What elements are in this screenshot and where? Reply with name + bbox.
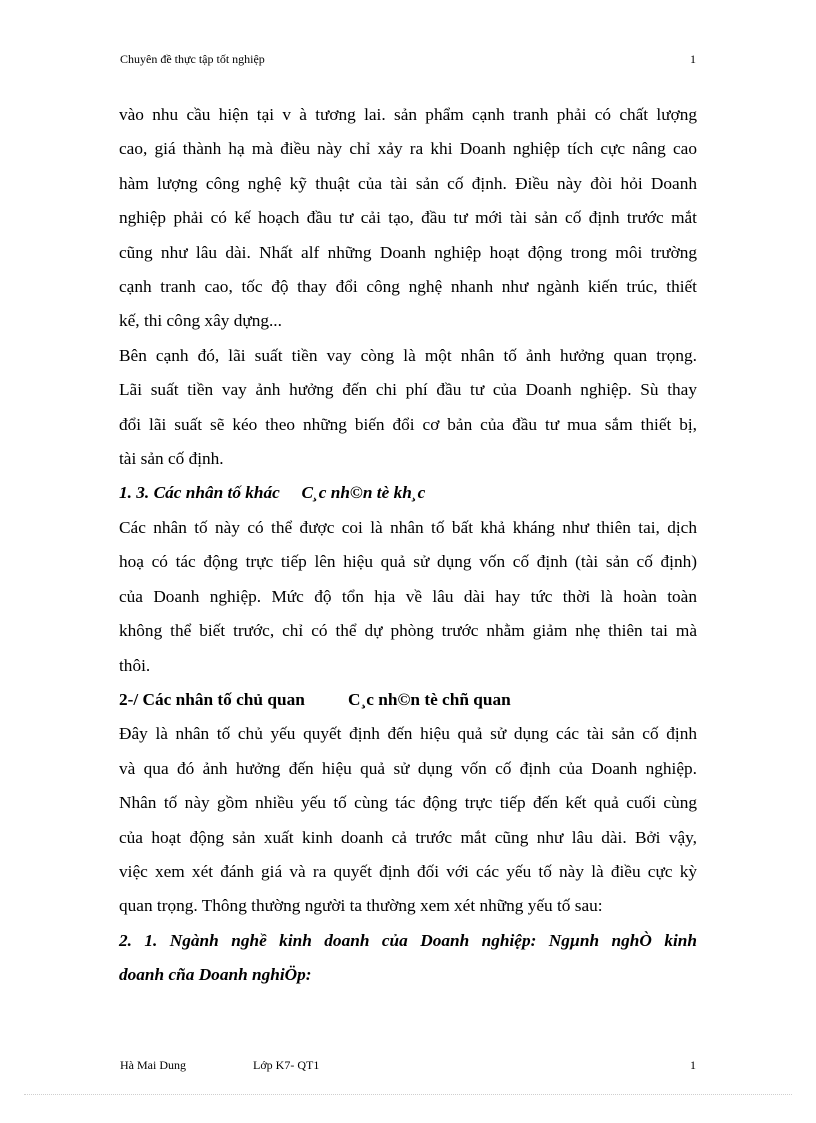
text-line: của Doanh nghiệp. Mức độ tổn hịa về lâu dài hay tức thời là hoàn toàn <box>119 586 697 606</box>
document-body <box>119 98 697 993</box>
heading-line: 2. 1. Ngành nghề kinh doanh của Doanh nghiệp: Ngµnh nghÒ kinh <box>119 930 697 950</box>
text-line: hàm lượng công nghệ kỹ thuật của tài sản cố định. Điều này đòi hỏi Doanh <box>119 173 697 193</box>
paragraph-technology-investment <box>119 98 697 339</box>
header-title: Chuyên đề thực tập tốt nghiệp <box>120 52 265 66</box>
text-line: cao, giá thành hạ mà điều này chỉ xảy ra khi Doanh nghiệp tích cực nâng cao <box>119 139 697 159</box>
paragraph-force-majeure <box>119 511 697 683</box>
text-line: hoạ có tác động trực tiếp lên hiệu quả sử dụng vốn cố định (tài sản cố định) <box>119 552 697 572</box>
footer-page-number: 1 <box>690 1058 696 1072</box>
text-line: đổi lãi suất sẽ kéo theo những biến đổi cơ bản của đầu tư mua sắm thiết bị, <box>119 414 697 434</box>
text-line: tài sản cố định. <box>119 449 224 469</box>
text-line: Lãi suất tiền vay ảnh hưởng đến chi phí đầu tư của Doanh nghiệp. Sù thay <box>119 380 697 400</box>
footer-author: Hà Mai Dung <box>120 1058 186 1072</box>
text-line: nghiệp phải có kế hoạch đầu tư cải tạo, đầu tư mới tài sản cố định trước mắt <box>119 208 697 228</box>
text-line: và qua đó ảnh hưởng đến hiệu quả sử dụng vốn cố định của Doanh nghiệp. <box>119 758 697 778</box>
text-line: thôi. <box>119 655 151 675</box>
text-line: Nhân tố này gồm nhiều yếu tố cùng tác động trực tiếp đến kết quả cuối cùng <box>119 793 697 813</box>
text-line: Các nhân tố này có thể được coi là nhân tố bất khả kháng như thiên tai, dịch <box>119 517 697 537</box>
text-line: vào nhu cầu hiện tại v à tương lai. sản phẩm cạnh tranh phải có chất lượng <box>119 105 697 124</box>
footer-class: Lớp K7- QT1 <box>253 1058 320 1072</box>
text-line: Bên cạnh đó, lãi suất tiền vay còng là một nhân tố ảnh hưởng quan trọng. <box>119 345 697 365</box>
text-line: không thể biết trước, chỉ có thể dự phòng trước nhằm giảm nhẹ thiên tai mà <box>119 621 697 641</box>
text-line: việc xem xét đánh giá và ra quyết định đối với các yếu tố này là điều cực kỳ <box>119 861 697 881</box>
header-page-number: 1 <box>690 52 696 66</box>
text-line: quan trọng. Thông thường người ta thường xem xét những yếu tố sau: <box>119 896 603 916</box>
text-line: Đây là nhân tố chủ yếu quyết định đến hiệu quả sử dụng các tài sản cố định <box>119 724 697 744</box>
heading-line: doanh cña Doanh nghiÖp: <box>119 965 312 985</box>
paragraph-subjective-factors <box>119 717 697 923</box>
paragraph-interest-rate <box>119 339 697 477</box>
text-line: cũng như lâu dài. Nhất alf những Doanh nghiệp hoạt động trong môi trường <box>119 242 697 262</box>
text-line: của hoạt động sản xuất kinh doanh cả trước mắt cũng như lâu dài. Bởi vậy, <box>119 827 697 847</box>
text-line: kế, thi công xây dựng... <box>119 311 282 331</box>
heading-other-factors: 1. 3. Các nhân tố khác C¸c nh©n tè kh¸c <box>119 483 426 503</box>
text-line: cạnh tranh cao, tốc độ thay đổi công nghệ nhanh như ngành kiến trúc, thiết <box>119 277 697 297</box>
heading-subjective-factors: 2-/ Các nhân tố chủ quan C¸c nh©n tè chñ quan <box>119 689 511 709</box>
page-boundary <box>24 1094 792 1095</box>
heading-business-sector <box>119 924 697 993</box>
